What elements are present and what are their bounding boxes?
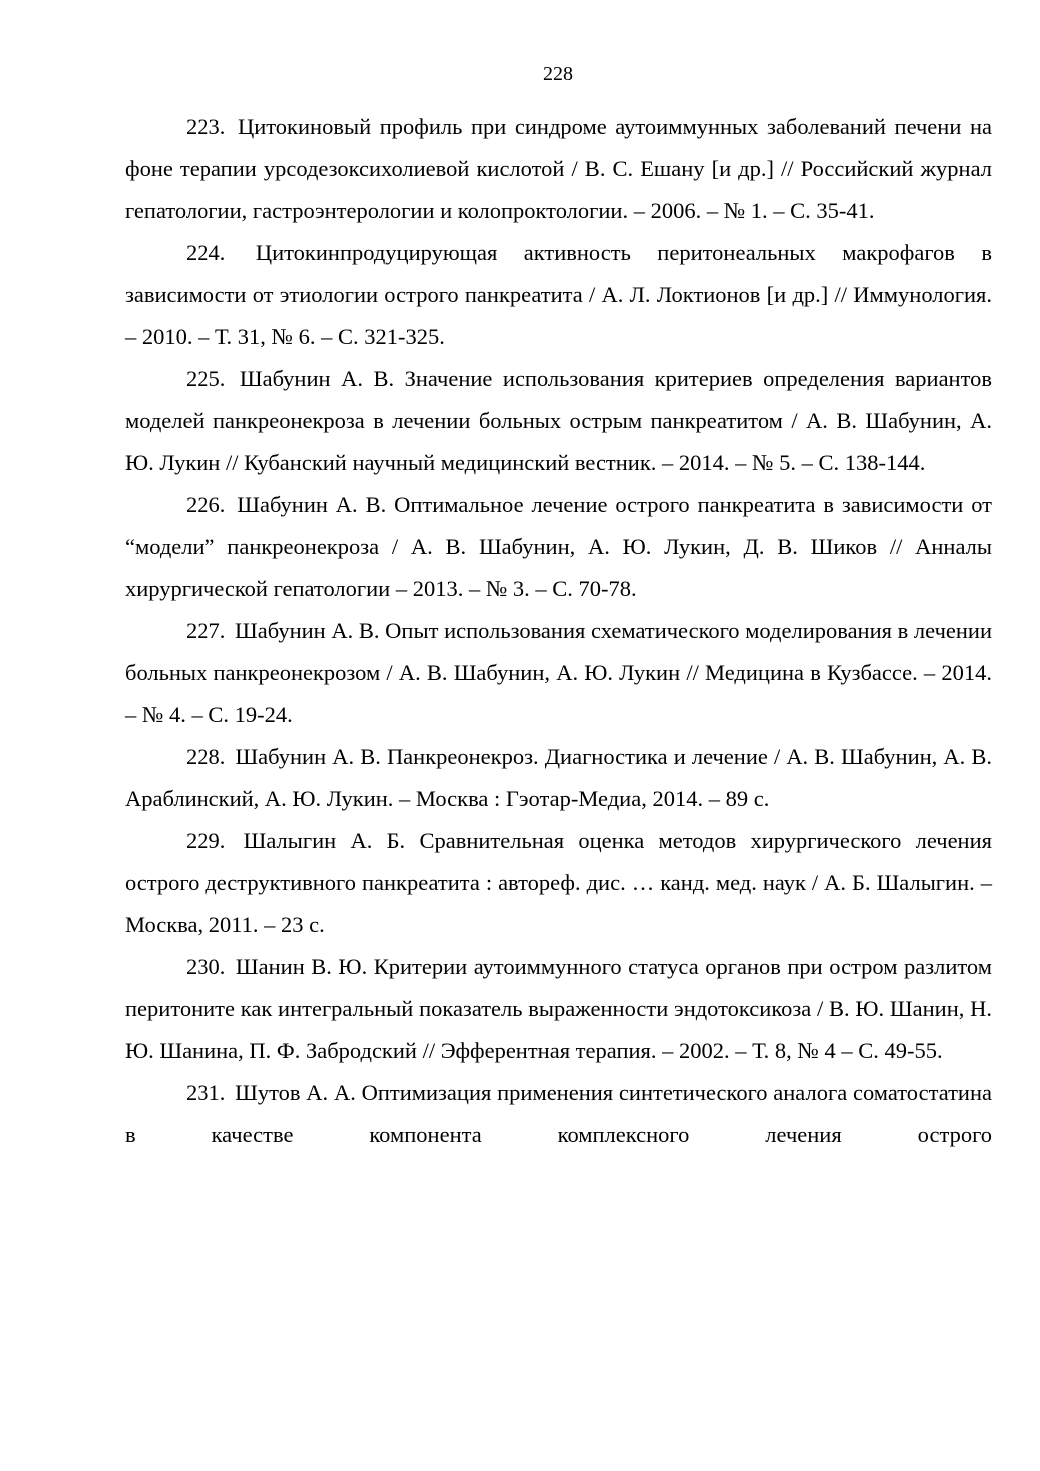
- reference-text: Цитокиновый профиль при синдроме аутоиммунных заболеваний печени на фоне терапии урсодезоксихолиевой кислотой / В. С. Ешану [и др.] // Российский журнал гепатологии, гастроэнтерологии и колопроктологии. – 2006. – № 1. – С. 35-41.: [125, 114, 993, 223]
- reference-number: 224.: [186, 240, 226, 265]
- reference-item: [125, 106, 992, 232]
- reference-text: Шанин В. Ю. Критерии аутоиммунного статуса органов при остром разлитом перитоните как интегральный показатель выраженности эндотоксикоза / В. Ю. Шанин, Н. Ю. Шанина, П. Ф. Забродский // Эфферентная терапия. – 2002. – Т. 8, № 4 – С. 49-55.: [125, 954, 992, 1063]
- reference-item: [125, 484, 992, 610]
- reference-list: [125, 106, 992, 1156]
- page-number: 228: [543, 63, 573, 85]
- reference-item: [125, 820, 992, 946]
- reference-number: 228.: [186, 744, 226, 769]
- reference-text: Шалыгин А. Б. Сравнительная оценка методов хирургического лечения острого деструктивного панкреатита : автореф. дис. … канд. мед. наук / А. Б. Шалыгин. – Москва, 2011. – 23 с.: [125, 828, 992, 937]
- reference-number: 226.: [186, 492, 226, 517]
- reference-text: Шабунин А. В. Панкреонекроз. Диагностика и лечение / А. В. Шабунин, А. В. Араблинский, А. Ю. Лукин. – Москва : Гэотар-Медиа, 2014. – 89 с.: [125, 744, 992, 811]
- reference-item: [125, 358, 992, 484]
- reference-item: [125, 946, 992, 1072]
- reference-item: [125, 736, 992, 820]
- reference-number: 229.: [186, 828, 226, 853]
- reference-item: [125, 232, 992, 358]
- reference-text: Цитокинпродуцирующая активность перитонеальных макрофагов в зависимости от этиологии острого панкреатита / А. Л. Локтионов [и др.] // Иммунология. – 2010. – Т. 31, № 6. – С. 321-325.: [125, 240, 992, 349]
- reference-text: Шабунин А. В. Оптимальное лечение острого панкреатита в зависимости от “модели” панкреонекроза / А. В. Шабунин, А. Ю. Лукин, Д. В. Шиков // Анналы хирургической гепатологии – 2013. – № 3. – С. 70-78.: [125, 492, 992, 601]
- reference-text: Шутов А. А. Оптимизация применения синтетического аналога соматостатина в качестве компонента комплексного лечения острого: [125, 1080, 992, 1147]
- reference-number: 227.: [186, 618, 226, 643]
- reference-number: 231.: [186, 1080, 226, 1105]
- reference-number: 230.: [186, 954, 226, 979]
- reference-number: 225.: [186, 366, 226, 391]
- reference-number: 223.: [186, 114, 226, 139]
- reference-text: Шабунин А. В. Опыт использования схематического моделирования в лечении больных панкреонекрозом / А. В. Шабунин, А. Ю. Лукин // Медицина в Кузбассе. – 2014. – № 4. – С. 19-24.: [125, 618, 993, 727]
- reference-item: [125, 610, 992, 736]
- reference-item: [125, 1072, 992, 1156]
- reference-text: Шабунин А. В. Значение использования критериев определения вариантов моделей панкреонекроза в лечении больных острым панкреатитом / А. В. Шабунин, А. Ю. Лукин // Кубанский научный медицинский вестник. – 2014. – № 5. – С. 138-144.: [125, 366, 993, 475]
